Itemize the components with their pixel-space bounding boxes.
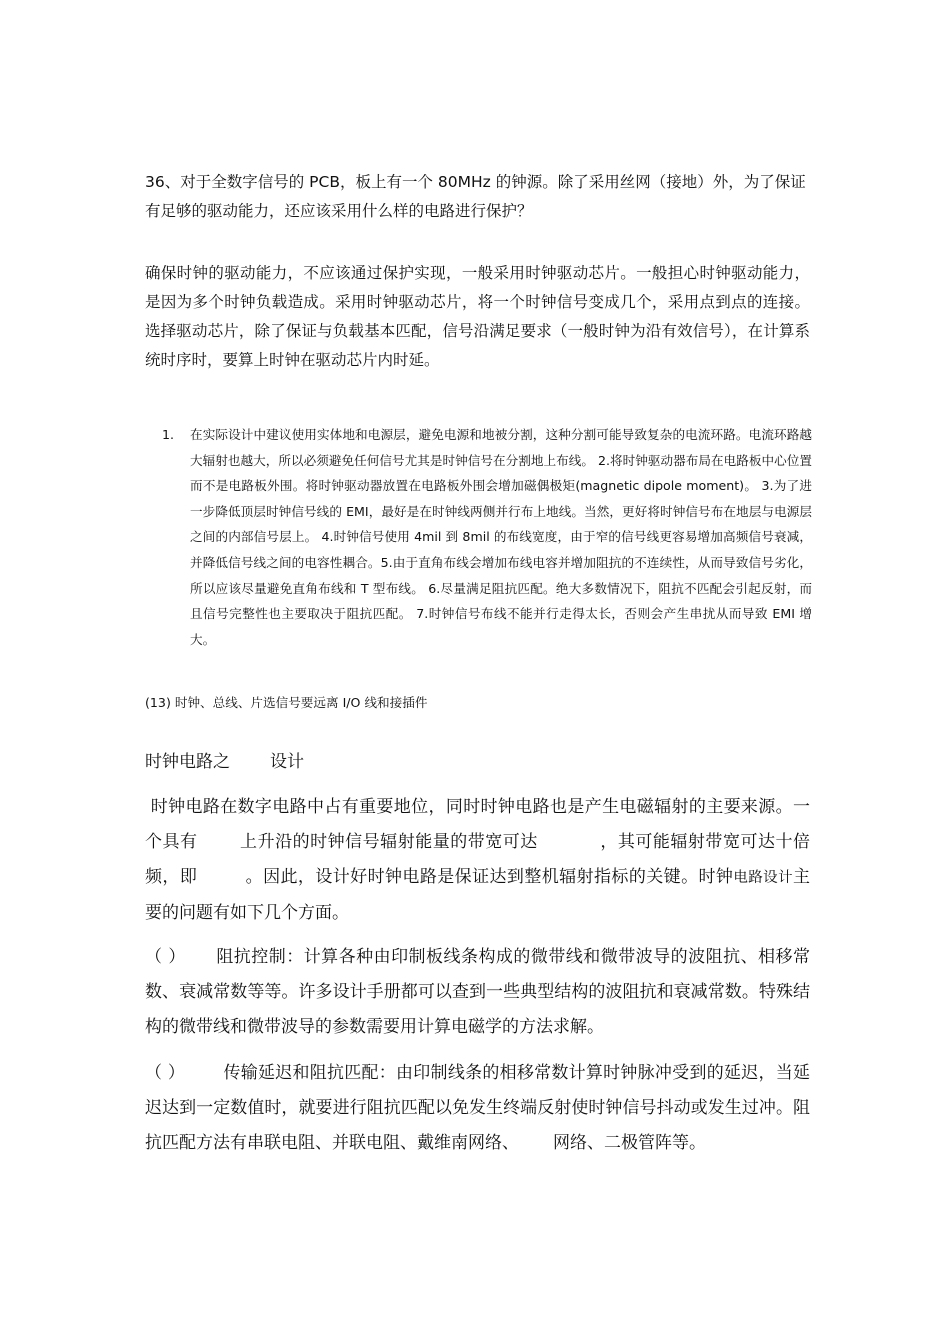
s1-text-4: 。因此，设计好时钟电路是保证达到整机辐射指标的关键。时钟 [245,867,734,887]
numbered-list [162,422,812,652]
heading-part1: 时钟电路之 [145,752,230,772]
s3-text-1: 传输延迟和阻抗匹配：由印制线条的相移常数计算时钟脉冲受到的延迟，当延迟达到一定数值时，就要进行阻抗匹配以免发生终端反射使时钟信号抖动或发生过冲。阻抗匹配方法有串联电阻、并联电阻、戴维南网络、 [145,1063,811,1153]
s1-text-5: 电路设计 [733,870,794,886]
s2-marker: （ ） [145,947,186,967]
heading-part2: 设计 [270,752,304,772]
s1-text-1: 时钟电路在数字电路中占有重要地位，同时时钟电路也是产生电磁辐射的主要来源。一个具有 [145,797,810,852]
s1-text-3: ，其可能辐射带宽可达十倍频，即 [145,832,811,887]
s3-text-2: 网络、二极管阵等。 [553,1133,706,1153]
list-item-text: 在实际设计中建议使用实体地和电源层，避免电源和地被分割，这种分割可能导致复杂的电流环路。电流环路越大辐射也越大，所以必须避免任何信号尤其是时钟信号在分割地上布线。 2.将时钟驱动器布局在电路板中心位置而不是电路板外围。将时钟驱动器放置在电路板外围会增加磁偶极矩(magnetic dipole moment)。 3.为了进一步降低顶层时钟信号线的 EMI，最好是在时钟线两侧并行布上地线。当然，更好将时钟信号布在地层与电源层之间的内部信号层上。 4.时钟信号使用 4mil 到 8mil 的布线宽度，由于窄的信号线更容易增加高频信号衰减，并降低信号线之间的电容性耦合。5.由于直角布线会增加布线电容并增加阻抗的不连续性，从而导致信号劣化，所以应该尽量避免直角布线和 T 型布线。 6.尽量满足阻抗匹配。绝大多数情况下，阻抗不匹配会引起反射，而且信号完整性也主要取决于阻抗匹配。 7.时钟信号布线不能并行走得太长，否则会产生串扰从而导致 EMI 增大。 [190,427,812,647]
impedance-control-paragraph [145,940,810,1045]
clock-circuit-paragraph [145,790,810,931]
question-paragraph: 36、对于全数字信号的 PCB，板上有一个 80MHz 的钟源。除了采用丝网（接地）外，为了保证有足够的驱动能力，还应该采用什么样的电路进行保护？ [145,173,806,220]
s3-marker: （ ） [145,1063,186,1083]
section-heading [145,747,304,772]
list-item-number: 1. [162,427,175,442]
transmission-delay-paragraph [145,1056,810,1161]
answer-paragraph: 确保时钟的驱动能力，不应该通过保护实现，一般采用时钟驱动芯片。一般担心时钟驱动能力，是因为多个时钟负载造成。采用时钟驱动芯片，将一个时钟信号变成几个，采用点到点的连接。选择驱动芯片，除了保证与负载基本匹配，信号沿满足要求（一般时钟为沿有效信号），在计算系统时序时，要算上时钟在驱动芯片内时延。 [145,264,810,369]
s2-text: 阻抗控制：计算各种由印制板线条构成的微带线和微带波导的波阻抗、相移常数、衰减常数等等。许多设计手册都可以查到一些典型结构的波阻抗和衰减常数。特殊结构的微带线和微带波导的参数需要用计算电磁学的方法求解。 [145,947,811,1037]
s1-text-2: 上升沿的时钟信号辐射能量的带宽可达 [239,832,538,852]
s1-text-6: 主要的问题有如下几个方面。 [145,867,811,923]
note-line: (13) 时钟、总线、片选信号要远离 I/O 线和接插件 [145,695,428,710]
